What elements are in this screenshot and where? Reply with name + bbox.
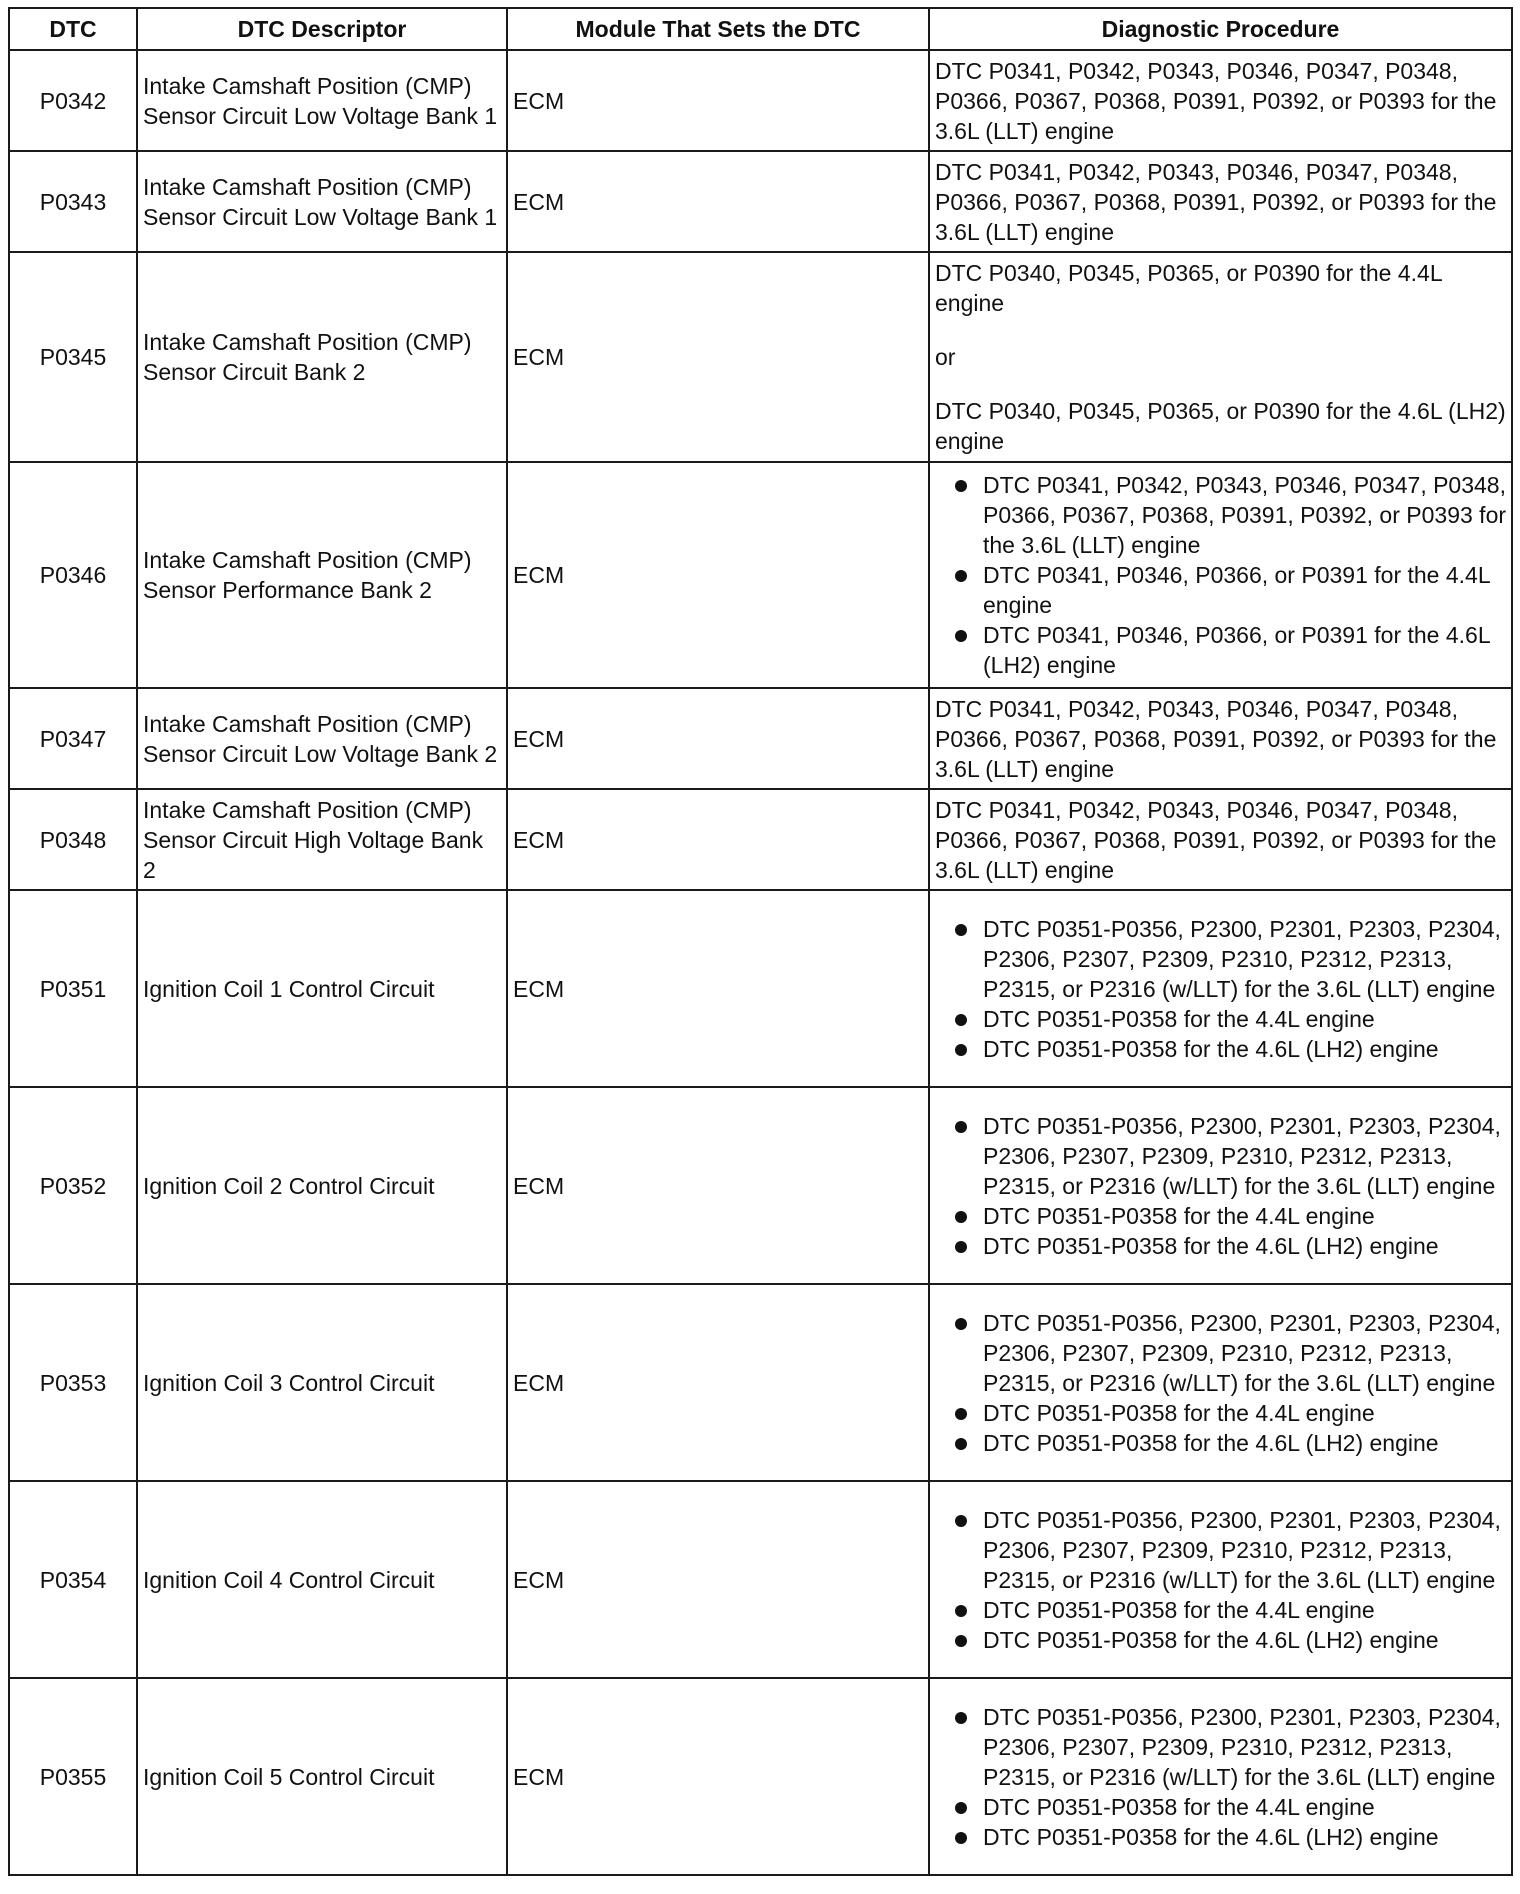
dtc-code: P0352 <box>9 1087 137 1284</box>
procedure-paragraph: DTC P0341, P0342, P0343, P0346, P0347, P0348, P0366, P0367, P0368, P0391, P0392, or P0393 for the 3.6L (LLT) engine <box>935 158 1497 245</box>
module-name: ECM <box>507 151 929 252</box>
procedure-bullet-item: DTC P0351-P0358 for the 4.4L engine <box>935 1201 1506 1231</box>
procedure-bullet-item: DTC P0341, P0342, P0343, P0346, P0347, P0348, P0366, P0367, P0368, P0391, P0392, or P0393 for the 3.6L (LLT) engine <box>935 470 1506 560</box>
procedure-bullet-item: DTC P0351-P0356, P2300, P2301, P2303, P2304, P2306, P2307, P2309, P2310, P2312, P2313, P2315, or P2316 (w/LLT) for the 3.6L (LLT) engine <box>935 914 1506 1004</box>
diagnostic-procedure <box>929 789 1512 890</box>
dtc-code: P0346 <box>9 462 137 688</box>
dtc-code: P0345 <box>9 252 137 462</box>
dtc-descriptor: Ignition Coil 5 Control Circuit <box>137 1678 507 1875</box>
procedure-paragraph: or <box>935 344 956 370</box>
procedure-bullet-item: DTC P0351-P0358 for the 4.6L (LH2) engine <box>935 1231 1506 1261</box>
procedure-bullet-item: DTC P0351-P0358 for the 4.6L (LH2) engine <box>935 1034 1506 1064</box>
diagnostic-procedure <box>929 890 1512 1087</box>
procedure-bullet-item: DTC P0351-P0356, P2300, P2301, P2303, P2304, P2306, P2307, P2309, P2310, P2312, P2313, P2315, or P2316 (w/LLT) for the 3.6L (LLT) engine <box>935 1505 1506 1595</box>
dtc-table-container <box>8 7 1513 1876</box>
diagnostic-procedure <box>929 1087 1512 1284</box>
procedure-bullet-item: DTC P0351-P0356, P2300, P2301, P2303, P2304, P2306, P2307, P2309, P2310, P2312, P2313, P2315, or P2316 (w/LLT) for the 3.6L (LLT) engine <box>935 1308 1506 1398</box>
table-row <box>9 1481 1512 1678</box>
diagnostic-procedure <box>929 462 1512 688</box>
column-header-procedure: Diagnostic Procedure <box>929 8 1512 50</box>
procedure-bullet-list <box>935 1505 1506 1655</box>
module-name: ECM <box>507 890 929 1087</box>
table-row <box>9 1284 1512 1481</box>
dtc-descriptor: Intake Camshaft Position (CMP) Sensor Circuit Bank 2 <box>137 252 507 462</box>
table-body <box>9 50 1512 1875</box>
diagnostic-procedure <box>929 1481 1512 1678</box>
dtc-code: P0351 <box>9 890 137 1087</box>
dtc-descriptor: Intake Camshaft Position (CMP) Sensor Circuit High Voltage Bank 2 <box>137 789 507 890</box>
module-name: ECM <box>507 1481 929 1678</box>
dtc-code: P0353 <box>9 1284 137 1481</box>
dtc-descriptor: Intake Camshaft Position (CMP) Sensor Circuit Low Voltage Bank 2 <box>137 688 507 789</box>
module-name: ECM <box>507 1284 929 1481</box>
diagnostic-procedure <box>929 50 1512 151</box>
diagnostic-procedure <box>929 252 1512 462</box>
procedure-bullet-list <box>935 1111 1506 1261</box>
dtc-descriptor: Ignition Coil 2 Control Circuit <box>137 1087 507 1284</box>
procedure-bullet-item: DTC P0351-P0358 for the 4.6L (LH2) engine <box>935 1625 1506 1655</box>
table-row <box>9 50 1512 151</box>
table-row <box>9 890 1512 1087</box>
module-name: ECM <box>507 789 929 890</box>
module-name: ECM <box>507 688 929 789</box>
dtc-table <box>8 7 1513 1876</box>
procedure-paragraph: DTC P0340, P0345, P0365, or P0390 for the 4.6L (LH2) engine <box>935 398 1506 454</box>
diagnostic-procedure <box>929 688 1512 789</box>
table-row <box>9 252 1512 462</box>
dtc-descriptor: Intake Camshaft Position (CMP) Sensor Circuit Low Voltage Bank 1 <box>137 50 507 151</box>
dtc-descriptor: Intake Camshaft Position (CMP) Sensor Performance Bank 2 <box>137 462 507 688</box>
dtc-descriptor: Ignition Coil 1 Control Circuit <box>137 890 507 1087</box>
dtc-descriptor: Intake Camshaft Position (CMP) Sensor Circuit Low Voltage Bank 1 <box>137 151 507 252</box>
module-name: ECM <box>507 50 929 151</box>
column-header-module: Module That Sets the DTC <box>507 8 929 50</box>
procedure-bullet-item: DTC P0351-P0358 for the 4.4L engine <box>935 1595 1506 1625</box>
column-header-descriptor: DTC Descriptor <box>137 8 507 50</box>
module-name: ECM <box>507 1087 929 1284</box>
procedure-bullet-list <box>935 1702 1506 1852</box>
procedure-bullet-item: DTC P0341, P0346, P0366, or P0391 for the 4.4L engine <box>935 560 1506 620</box>
procedure-bullet-item: DTC P0351-P0356, P2300, P2301, P2303, P2304, P2306, P2307, P2309, P2310, P2312, P2313, P2315, or P2316 (w/LLT) for the 3.6L (LLT) engine <box>935 1702 1506 1792</box>
diagnostic-procedure <box>929 151 1512 252</box>
procedure-bullet-item: DTC P0351-P0356, P2300, P2301, P2303, P2304, P2306, P2307, P2309, P2310, P2312, P2313, P2315, or P2316 (w/LLT) for the 3.6L (LLT) engine <box>935 1111 1506 1201</box>
module-name: ECM <box>507 462 929 688</box>
dtc-code: P0343 <box>9 151 137 252</box>
diagnostic-procedure <box>929 1284 1512 1481</box>
module-name: ECM <box>507 252 929 462</box>
procedure-paragraph: DTC P0341, P0342, P0343, P0346, P0347, P0348, P0366, P0367, P0368, P0391, P0392, or P0393 for the 3.6L (LLT) engine <box>935 695 1497 782</box>
table-row <box>9 1087 1512 1284</box>
column-header-dtc: DTC <box>9 8 137 50</box>
dtc-descriptor: Ignition Coil 4 Control Circuit <box>137 1481 507 1678</box>
procedure-bullet-list <box>935 1308 1506 1458</box>
module-name: ECM <box>507 1678 929 1875</box>
table-row <box>9 462 1512 688</box>
table-row <box>9 1678 1512 1875</box>
procedure-paragraph: DTC P0341, P0342, P0343, P0346, P0347, P0348, P0366, P0367, P0368, P0391, P0392, or P0393 for the 3.6L (LLT) engine <box>935 57 1497 144</box>
dtc-code: P0355 <box>9 1678 137 1875</box>
dtc-descriptor: Ignition Coil 3 Control Circuit <box>137 1284 507 1481</box>
procedure-paragraph: DTC P0341, P0342, P0343, P0346, P0347, P0348, P0366, P0367, P0368, P0391, P0392, or P0393 for the 3.6L (LLT) engine <box>935 796 1497 883</box>
diagnostic-procedure <box>929 1678 1512 1875</box>
procedure-bullet-list <box>935 914 1506 1064</box>
table-header-row <box>9 8 1512 50</box>
table-row <box>9 688 1512 789</box>
procedure-bullet-list <box>935 470 1506 680</box>
dtc-code: P0347 <box>9 688 137 789</box>
procedure-paragraph: DTC P0340, P0345, P0365, or P0390 for the 4.4L engine <box>935 260 1442 316</box>
procedure-bullet-item: DTC P0351-P0358 for the 4.6L (LH2) engine <box>935 1428 1506 1458</box>
dtc-code: P0342 <box>9 50 137 151</box>
procedure-bullet-item: DTC P0351-P0358 for the 4.4L engine <box>935 1398 1506 1428</box>
procedure-bullet-item: DTC P0341, P0346, P0366, or P0391 for the 4.6L (LH2) engine <box>935 620 1506 680</box>
dtc-code: P0354 <box>9 1481 137 1678</box>
table-row <box>9 789 1512 890</box>
dtc-code: P0348 <box>9 789 137 890</box>
procedure-bullet-item: DTC P0351-P0358 for the 4.4L engine <box>935 1792 1506 1822</box>
table-row <box>9 151 1512 252</box>
procedure-bullet-item: DTC P0351-P0358 for the 4.4L engine <box>935 1004 1506 1034</box>
procedure-bullet-item: DTC P0351-P0358 for the 4.6L (LH2) engine <box>935 1822 1506 1852</box>
